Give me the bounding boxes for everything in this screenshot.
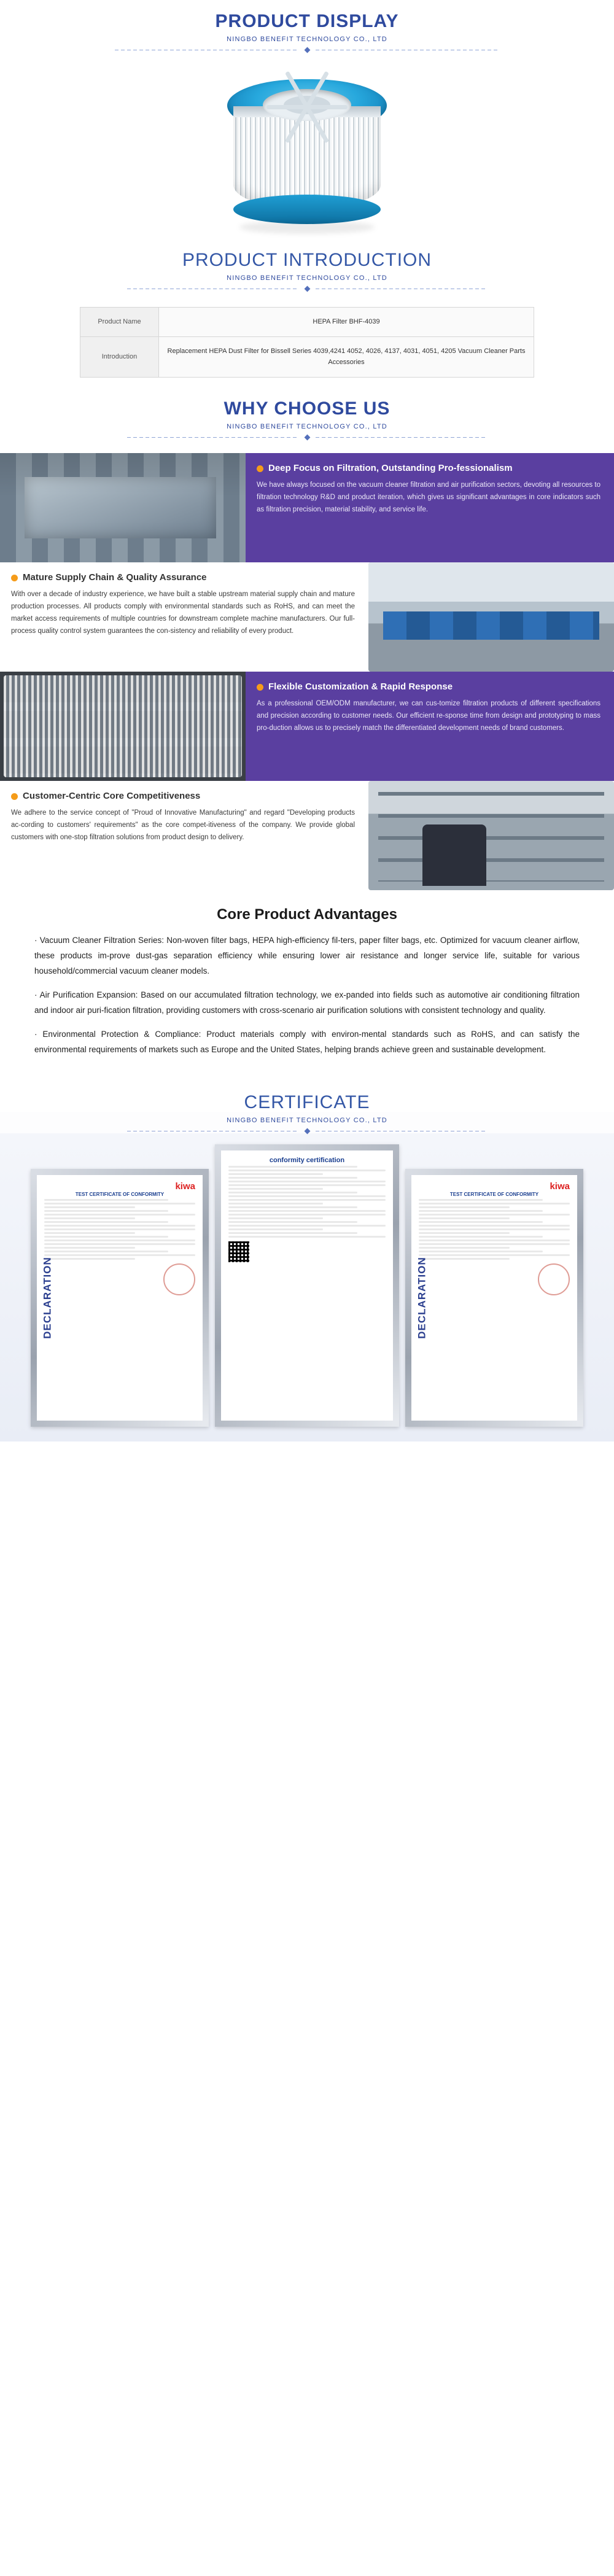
advantage-heading-text: Mature Supply Chain & Quality Assurance (23, 572, 207, 583)
advantage-image-4 (368, 781, 614, 890)
advantage-heading-text: Customer-Centric Core Competitiveness (23, 791, 201, 802)
divider (0, 48, 614, 52)
bullet-dot-icon (257, 465, 263, 472)
certificate-qr-code-icon (228, 1241, 249, 1262)
section-title-why-choose-us: WHY CHOOSE US (223, 398, 391, 419)
advantage-heading-2 (11, 572, 355, 584)
advantage-block-2 (0, 562, 614, 672)
product-introduction-header (0, 239, 614, 291)
advantage-heading-1 (257, 463, 600, 475)
filter-bottom-ring (233, 195, 381, 224)
advantage-heading-4 (11, 791, 355, 802)
certificate-section (0, 1076, 614, 1441)
certificate-side-label (36, 1175, 60, 1421)
advantage-body-1: We have always focused on the vacuum cleaner filtration and air purification sectors, devoting all resources to filtration technology R&D and product iteration, which gives us significant advantages in core indicators such as filtration precision, material stability, and service life. (257, 481, 600, 514)
advantage-body-3: As a professional OEM/ODM manufacturer, we can cus-tomize filtration products of different specifications and precision according to customer needs. Our efficient re-sponse time from design and prototyping to mass pro-duction allows us to precisely match the differentiated development needs of brand customers. (257, 699, 600, 732)
certificate-sheet (411, 1175, 577, 1421)
product-introduction-table (80, 307, 534, 378)
certificate-doc-title: TEST CERTIFICATE OF CONFORMITY (449, 1191, 539, 1197)
bullet-dot-icon (11, 793, 18, 800)
advantage-body-4: We adhere to the service concept of "Proud of Innovative Manufacturing" and regard "Developing products ac-cording to customers' requirements" as the core compet-itiveness of the company. We provide global customers with one-stop filtration solutions from product design to delivery. (11, 809, 355, 842)
certificate-side-label (410, 1175, 435, 1421)
advantage-text-3 (246, 672, 614, 781)
advantage-image-1 (0, 453, 246, 562)
certificate-brand-logo: kiwa (550, 1181, 570, 1192)
divider-why (0, 435, 614, 440)
advantage-image-3 (0, 672, 246, 781)
advantage-block-4 (0, 781, 614, 890)
company-name-certificate: NINGBO BENEFIT TECHNOLOGY CO., LTD (227, 1116, 387, 1124)
company-name-introduction: NINGBO BENEFIT TECHNOLOGY CO., LTD (227, 274, 387, 282)
page-title: PRODUCT DISPLAY (215, 11, 399, 31)
certificate-stamp-icon (163, 1263, 195, 1295)
bullet-dot-icon (11, 575, 18, 581)
certificate-frame-center[interactable] (215, 1144, 399, 1427)
advantage-text-1 (246, 453, 614, 562)
certificate-sheet (37, 1175, 203, 1421)
divider-certificate (0, 1129, 614, 1133)
advantage-heading-text: Flexible Customization & Rapid Response (268, 681, 453, 692)
certificate-gallery (0, 1133, 614, 1441)
filter-shadow (239, 220, 375, 234)
advantage-block-3 (0, 672, 614, 781)
row-label-introduction: Introduction (80, 336, 159, 377)
row-value-product-name: HEPA Filter BHF-4039 (159, 308, 534, 337)
section-title-introduction: PRODUCT INTRODUCTION (182, 250, 432, 270)
advantage-body-2: With over a decade of industry experience, we have built a stable upstream material supply chain and mature production processes. All products comply with environmental standards such as RoHS, and can meet the market access requirements of multiple countries for downstream complete machine manufacturers. Our full-process quality control system guarantees the con-sistency and reliability of every product. (11, 590, 355, 635)
row-label-product-name: Product Name (80, 308, 159, 337)
row-value-introduction: Replacement HEPA Dust Filter for Bissell Series 4039,4241 4052, 4026, 4137, 4031, 4051, 4205 Vacuum Cleaner Parts Accessories (159, 336, 534, 377)
certificate-vertical-text: DECLARATION (416, 1257, 429, 1339)
why-choose-us-header (0, 378, 614, 440)
certificate-brand-logo: kiwa (175, 1181, 195, 1192)
advantage-heading-text: Deep Focus on Filtration, Outstanding Pro-fessionalism (268, 463, 513, 474)
filter-spokes (263, 89, 351, 121)
certificate-header (0, 1081, 614, 1133)
divider-diamond-icon (304, 286, 310, 292)
divider-introduction (0, 287, 614, 291)
advantage-block-1 (0, 453, 614, 562)
certificate-frame-right[interactable] (405, 1169, 583, 1427)
hepa-filter-illustration (227, 79, 387, 220)
advantage-text-2 (0, 562, 368, 672)
why-choose-us-blocks (0, 453, 614, 890)
company-name: NINGBO BENEFIT TECHNOLOGY CO., LTD (227, 36, 387, 43)
company-name-why: NINGBO BENEFIT TECHNOLOGY CO., LTD (227, 423, 387, 431)
product-display-header (0, 0, 614, 52)
core-advantage-item-3: · Environmental Protection & Compliance: Product materials comply with environ-mental standards such as RoHS, and can satisfy the environmental requirements of markets such as Europe and the United States, helping brands achieve green and sustainable development. (34, 1029, 580, 1054)
divider-line-left (127, 437, 299, 438)
certificate-doc-title: conformity certification (269, 1156, 345, 1164)
advantage-text-4 (0, 781, 368, 890)
certificate-sheet (221, 1150, 393, 1421)
certificate-doc-title: TEST CERTIFICATE OF CONFORMITY (75, 1191, 165, 1197)
advantage-image-2 (368, 562, 614, 672)
divider-line-right (316, 437, 488, 438)
divider-diamond-icon (304, 435, 310, 441)
core-advantage-item-1: · Vacuum Cleaner Filtration Series: Non-woven filter bags, HEPA high-efficiency fil-ters, paper filter bags, etc. Optimized for vacuum cleaner airflow, these products im-prove dust-gas separation efficiency while ensuring lower air resistance and longer service life, suitable for various household/commercial vacuum cleaner models. (34, 936, 580, 976)
certificate-frame-left[interactable] (31, 1169, 209, 1427)
certificate-stamp-icon (538, 1263, 570, 1295)
certificate-vertical-text: DECLARATION (42, 1257, 54, 1339)
product-hero-image (0, 61, 614, 239)
table-row (80, 308, 534, 337)
core-advantage-item-2: · Air Purification Expansion: Based on our accumulated filtration technology, we ex-panded into fields such as automotive air conditioning filtration and indoor air puri-fication filtration, providing customers with cross-scenario air purification solutions with consistent technology and quality. (34, 990, 580, 1015)
core-advantages-title: Core Product Advantages (217, 906, 397, 923)
table-row (80, 336, 534, 377)
filter-pleated-body (233, 106, 381, 209)
bullet-dot-icon (257, 684, 263, 691)
section-title-certificate: CERTIFICATE (244, 1092, 370, 1112)
core-product-advantages (0, 890, 614, 1073)
divider-diamond-icon (304, 47, 310, 53)
advantage-heading-3 (257, 681, 600, 693)
